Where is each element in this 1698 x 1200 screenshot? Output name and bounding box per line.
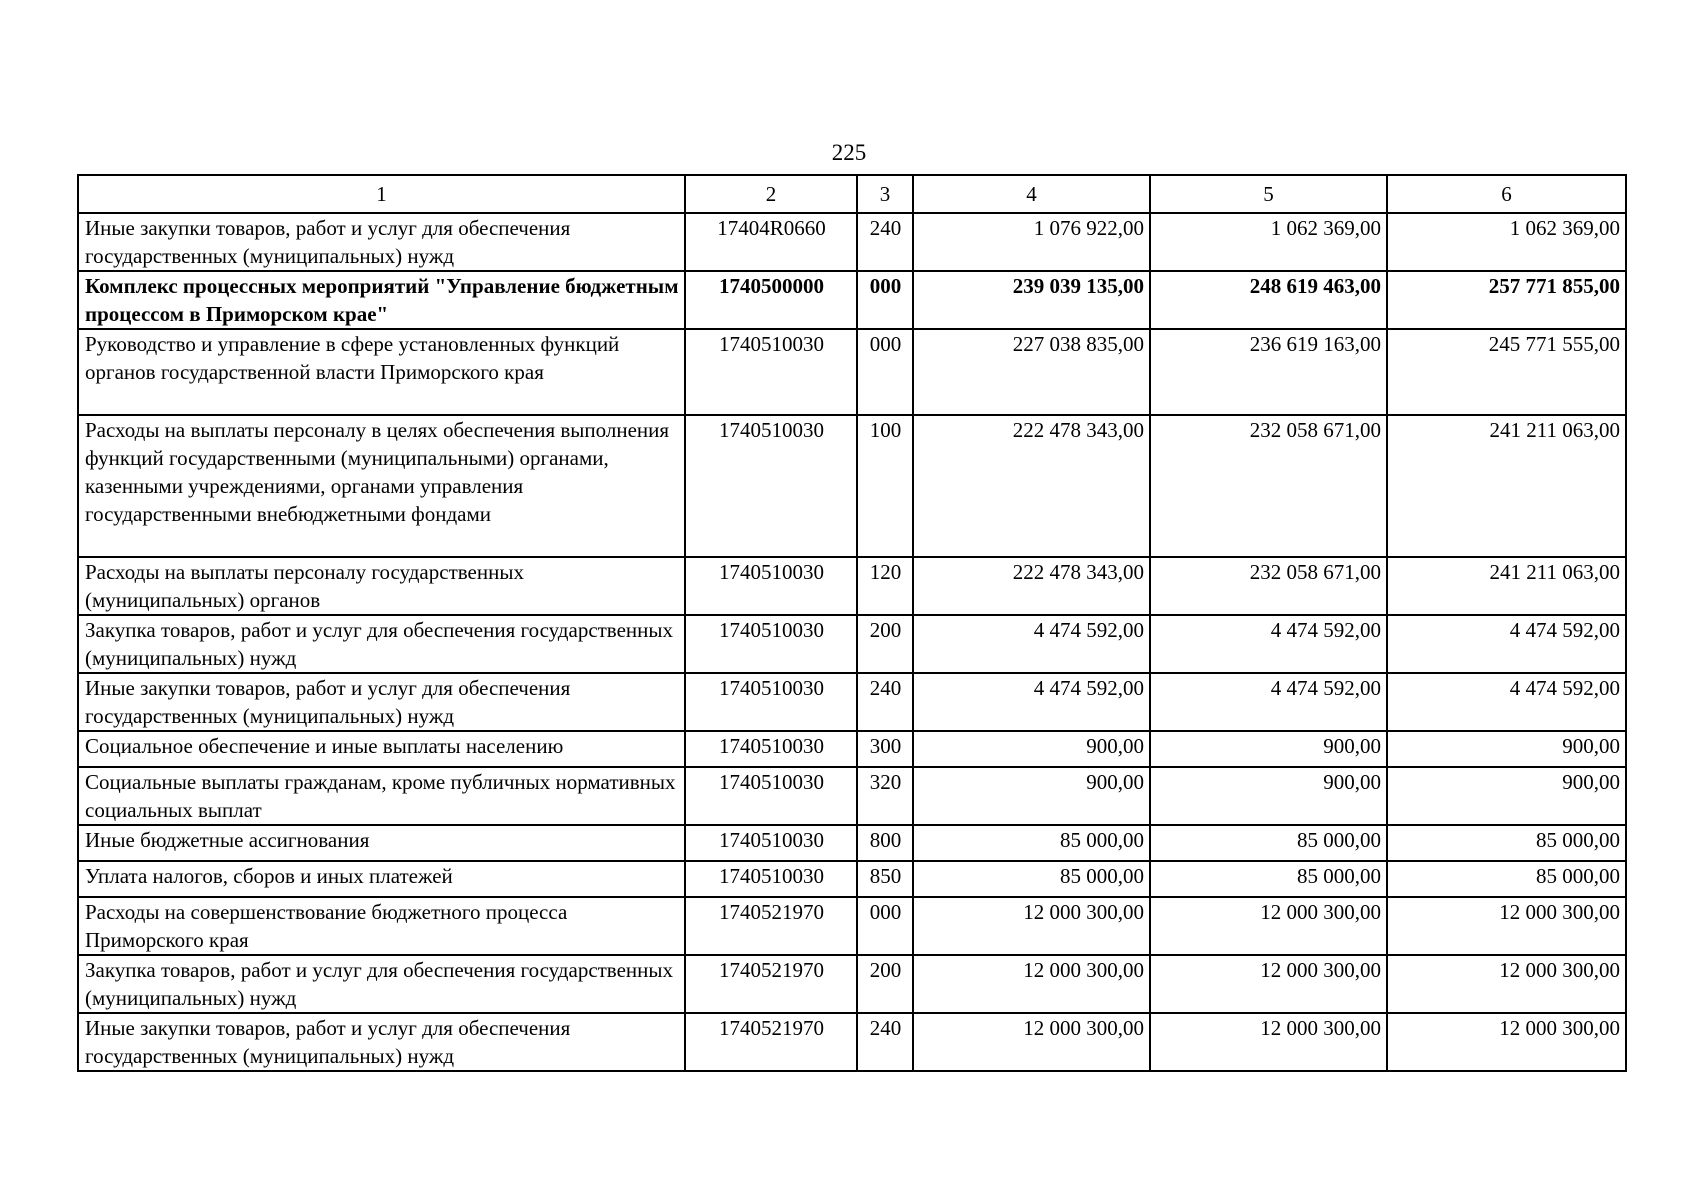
row-amount-col5: 1 062 369,00 <box>1150 213 1387 271</box>
row-kind-cell: 120 <box>857 557 913 615</box>
row-amount-col6: 900,00 <box>1387 767 1626 825</box>
row-name-cell: Иные закупки товаров, работ и услуг для обеспечения государственных (муниципальных) нужд <box>78 1013 685 1071</box>
row-amount-col5: 236 619 163,00 <box>1150 329 1387 415</box>
row-amount-col4: 900,00 <box>913 767 1150 825</box>
row-kind-cell: 850 <box>857 861 913 897</box>
row-name-cell: Уплата налогов, сборов и иных платежей <box>78 861 685 897</box>
column-header: 3 <box>857 175 913 213</box>
row-amount-col4: 12 000 300,00 <box>913 955 1150 1013</box>
row-kind-cell: 000 <box>857 897 913 955</box>
table-row <box>78 415 1626 557</box>
row-kind-cell: 200 <box>857 615 913 673</box>
row-name-cell: Закупка товаров, работ и услуг для обеспечения государственных (муниципальных) нужд <box>78 955 685 1013</box>
row-name-cell: Расходы на совершенствование бюджетного процесса Приморского края <box>78 897 685 955</box>
row-amount-col6: 4 474 592,00 <box>1387 673 1626 731</box>
row-amount-col4: 1 076 922,00 <box>913 213 1150 271</box>
table-row <box>78 825 1626 861</box>
row-amount-col5: 85 000,00 <box>1150 861 1387 897</box>
row-kind-cell: 200 <box>857 955 913 1013</box>
row-code-cell: 1740510030 <box>685 615 857 673</box>
row-amount-col6: 241 211 063,00 <box>1387 557 1626 615</box>
row-amount-col4: 239 039 135,00 <box>913 271 1150 329</box>
row-name-cell: Иные закупки товаров, работ и услуг для обеспечения государственных (муниципальных) нужд <box>78 213 685 271</box>
table-row <box>78 557 1626 615</box>
table-header-row <box>78 175 1626 213</box>
row-amount-col5: 900,00 <box>1150 767 1387 825</box>
row-amount-col5: 12 000 300,00 <box>1150 1013 1387 1071</box>
row-code-cell: 1740510030 <box>685 861 857 897</box>
column-header: 2 <box>685 175 857 213</box>
row-amount-col4: 900,00 <box>913 731 1150 767</box>
table-row <box>78 861 1626 897</box>
row-name-cell: Расходы на выплаты персоналу государственных (муниципальных) органов <box>78 557 685 615</box>
row-name-cell: Иные закупки товаров, работ и услуг для обеспечения государственных (муниципальных) нужд <box>78 673 685 731</box>
table-row <box>78 731 1626 767</box>
row-amount-col4: 12 000 300,00 <box>913 1013 1150 1071</box>
row-amount-col5: 232 058 671,00 <box>1150 415 1387 557</box>
row-code-cell: 1740510030 <box>685 731 857 767</box>
table-row <box>78 271 1626 329</box>
row-amount-col6: 12 000 300,00 <box>1387 955 1626 1013</box>
row-amount-col6: 85 000,00 <box>1387 825 1626 861</box>
row-name-cell: Социальные выплаты гражданам, кроме публичных нормативных социальных выплат <box>78 767 685 825</box>
row-amount-col5: 85 000,00 <box>1150 825 1387 861</box>
row-amount-col5: 4 474 592,00 <box>1150 615 1387 673</box>
table-row <box>78 673 1626 731</box>
row-amount-col5: 900,00 <box>1150 731 1387 767</box>
table-row <box>78 329 1626 415</box>
row-kind-cell: 000 <box>857 329 913 415</box>
row-kind-cell: 320 <box>857 767 913 825</box>
row-amount-col4: 85 000,00 <box>913 825 1150 861</box>
row-amount-col5: 232 058 671,00 <box>1150 557 1387 615</box>
page-number: 225 <box>831 140 867 165</box>
row-code-cell: 1740510030 <box>685 767 857 825</box>
row-code-cell: 17404R0660 <box>685 213 857 271</box>
row-amount-col6: 900,00 <box>1387 731 1626 767</box>
row-amount-col4: 222 478 343,00 <box>913 557 1150 615</box>
row-amount-col6: 257 771 855,00 <box>1387 271 1626 329</box>
row-code-cell: 1740521970 <box>685 955 857 1013</box>
row-code-cell: 1740500000 <box>685 271 857 329</box>
row-amount-col4: 12 000 300,00 <box>913 897 1150 955</box>
row-code-cell: 1740521970 <box>685 897 857 955</box>
row-name-cell: Социальное обеспечение и иные выплаты населению <box>78 731 685 767</box>
table-row <box>78 213 1626 271</box>
row-amount-col6: 241 211 063,00 <box>1387 415 1626 557</box>
row-kind-cell: 240 <box>857 1013 913 1071</box>
column-header: 5 <box>1150 175 1387 213</box>
row-amount-col4: 227 038 835,00 <box>913 329 1150 415</box>
row-code-cell: 1740510030 <box>685 557 857 615</box>
row-amount-col5: 4 474 592,00 <box>1150 673 1387 731</box>
row-amount-col6: 85 000,00 <box>1387 861 1626 897</box>
row-name-cell: Комплекс процессных мероприятий "Управление бюджетным процессом в Приморском крае" <box>78 271 685 329</box>
row-amount-col6: 12 000 300,00 <box>1387 897 1626 955</box>
table-row <box>78 767 1626 825</box>
row-kind-cell: 240 <box>857 213 913 271</box>
table-row <box>78 955 1626 1013</box>
row-name-cell: Руководство и управление в сфере установленных функций органов государственной власти Приморского края <box>78 329 685 415</box>
row-kind-cell: 800 <box>857 825 913 861</box>
row-amount-col6: 12 000 300,00 <box>1387 1013 1626 1071</box>
row-amount-col4: 4 474 592,00 <box>913 673 1150 731</box>
row-amount-col5: 248 619 463,00 <box>1150 271 1387 329</box>
budget-table <box>77 174 1627 1072</box>
row-kind-cell: 100 <box>857 415 913 557</box>
row-amount-col4: 85 000,00 <box>913 861 1150 897</box>
row-code-cell: 1740510030 <box>685 673 857 731</box>
row-amount-col6: 245 771 555,00 <box>1387 329 1626 415</box>
column-header: 6 <box>1387 175 1626 213</box>
row-name-cell: Закупка товаров, работ и услуг для обеспечения государственных (муниципальных) нужд <box>78 615 685 673</box>
row-code-cell: 1740521970 <box>685 1013 857 1071</box>
row-amount-col5: 12 000 300,00 <box>1150 897 1387 955</box>
table-row <box>78 897 1626 955</box>
row-amount-col6: 4 474 592,00 <box>1387 615 1626 673</box>
row-kind-cell: 000 <box>857 271 913 329</box>
row-name-cell: Расходы на выплаты персоналу в целях обеспечения выполнения функций государственными (муниципальными) органами, казенными учреждениями, органами управления государственными внебюджетными фондами <box>78 415 685 557</box>
column-header: 4 <box>913 175 1150 213</box>
row-kind-cell: 240 <box>857 673 913 731</box>
row-kind-cell: 300 <box>857 731 913 767</box>
row-name-cell: Иные бюджетные ассигнования <box>78 825 685 861</box>
row-amount-col4: 222 478 343,00 <box>913 415 1150 557</box>
row-code-cell: 1740510030 <box>685 825 857 861</box>
row-amount-col6: 1 062 369,00 <box>1387 213 1626 271</box>
column-header: 1 <box>78 175 685 213</box>
row-amount-col4: 4 474 592,00 <box>913 615 1150 673</box>
row-code-cell: 1740510030 <box>685 415 857 557</box>
row-code-cell: 1740510030 <box>685 329 857 415</box>
table-row <box>78 1013 1626 1071</box>
row-amount-col5: 12 000 300,00 <box>1150 955 1387 1013</box>
table-row <box>78 615 1626 673</box>
